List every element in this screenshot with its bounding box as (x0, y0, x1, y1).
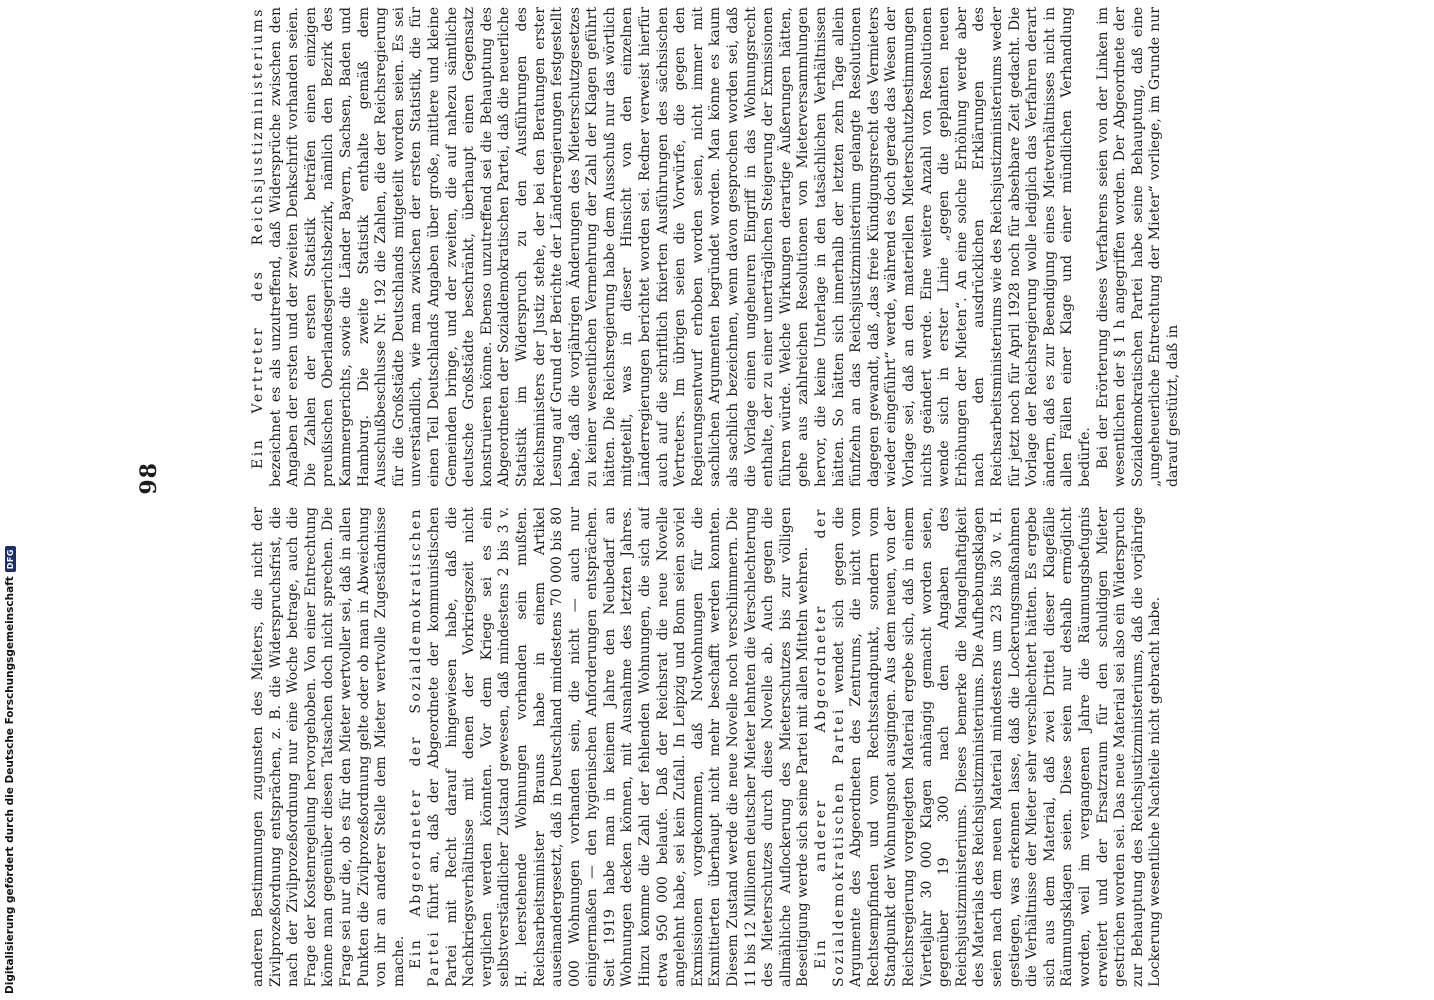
paragraph-lead: Ein anderer Abgeordneter der Sozialdemokratischen Partei (813, 507, 847, 987)
paragraph-text: Bei der Erörterung dieses Verfahrens seien von der Linken im wesentlichen der § 1 h angegriffen worden. Der Abgeordnete der Sozialdemokratischen Partei habe seine Behauptung, daß eine „ungeheuerliche Entrechtung der Mieter“ vorliege, im Grunde nur darauf gestützt, daß in (1094, 7, 1181, 487)
rotated-document-page (130, 0, 1360, 997)
paragraph (408, 507, 813, 987)
paragraph (250, 7, 1095, 487)
paragraph-text: bezeichnet es als unzutreffend, daß Widersprüche zwischen den Angaben der ersten und der zweiten Denkschrift vorhanden seien. Die Zahlen der ersten Statistik beträfen einen einzigen preußischen Oberlandesgerichtsbezirk, nämlich den Bezirk des Kammergerichts, sowie die Länder Bayern, Sachsen, Baden und Hamburg. Die zweite Statistik enthalte gemäß dem Ausschußbeschlusse Nr. 192 die Zahlen, die der Reichsregierung für die Großstädte Deutschlands mitgeteilt worden seien. Es sei unverständlich, wie man zwischen der ersten Statistik, die für einen Teil Deutschlands Angaben über große, mittlere und kleine Gemeinden bringe, und der zweiten, die auf nahezu sämtliche deutsche Großstädte beschränkt, überhaupt einen Gegensatz konstruieren könne. Ebenso unzutreffend sei die Behauptung des Abgeordneten der Sozialdemokratischen Partei, daß die neuerliche Statistik im Widerspruch zu den Ausführungen des Reichsministers der Justiz stehe, der bei den Beratungen erster Lesung auf Grund der Berichte der Länderregierungen festgestellt habe, daß die vorjährigen Änderungen des Mieterschutzgesetzes zu keiner wesentlichen Vermehrung der Zahl der Klagen geführt hätten. Die Reichsregierung habe dem Ausschuß nur das wörtlich mitgeteilt, was in dieser Hinsicht von den einzelnen Länderregierungen berichtet worden sei. Redner verweist hierfür auch auf die schriftlich fixierten Ausführungen des sächsischen Vertreters. Im übrigen seien die Vorwürfe, die gegen den Regierungsentwurf erhoben worden seien, nicht immer mit sachlichen Argumenten begründet worden. Man könne es kaum als sachlich bezeichnen, wenn davon gesprochen worden sei, daß die Vorlage einen ungeheuren Eingriff in das Wohnungsrecht enthalte, der zu einer unerträglichen Steigerung der Exmissionen führen würde. Welche Wirkungen derartige Äußerungen hätten, gehe aus zahlreichen Resolutionen von Mieterversammlungen hervor, die keine Unterlage in den tatsächlichen Verhältnissen hätten. So hätten sich innerhalb der letzten zehn Tage allein fünfzehn an das Reichsjustizministerium gelangte Resolutionen dagegen gewandt, daß „das freie Kündigungsrecht des Vermieters wieder eingeführt“ werde, während es doch gerade das Wesen der Vorlage sei, daß an den materiellen Mieterschutzbestimmungen nichts geändert werde. Eine weitere Anzahl von Resolutionen wende sich in erster Linie „gegen die geplanten neuen Erhöhungen der Mieten“. An eine solche Erhöhung werde aber nach den ausdrücklichen Erklärungen des Reichsarbeitsministeriums wie des Reichsjustizministeriums weder für jetzt noch für April 1928 noch für absehbare Zeit gedacht. Die Vorlage der Reichsregierung wolle lediglich das Verfahren derart ändern, daß es zur Beendigung eines Mietverhältnisses nicht in allen Fällen einer Klage und einer mündlichen Verhandlung bedürfe. (267, 7, 1093, 487)
digitization-credit (2, 549, 18, 994)
right-text-column (250, 7, 1360, 487)
paragraph-text: führt an, daß der Abgeordnete der kommunistischen Partei mit Recht darauf hingewiesen habe, daß die Nachkriegsverhältnisse mit denen der Vorkriegszeit nicht verglichen werden könnten. Vor dem Kriege sei es ein selbstverständlicher Zustand gewesen, daß mindestens 2 bis 3 v. H. leerstehende Wohnungen vorhanden sein mußten. Reichsarbeitsminister Brauns habe in einem Artikel auseinandergesetzt, daß in Deutschland mindestens 70 000 bis 80 000 Wohnungen vorhanden sein, die nicht — auch nur einigermaßen — den hygienischen Anforderungen entsprächen. Seit 1919 habe man in keinem Jahre den Neubedarf an Wohnungen decken können, mit Ausnahme des letzten Jahres. Hinzu komme die Zahl der fehlenden Wohnungen, die sich auf etwa 950 000 belaufe. Daß der Reichsrat die neue Novelle angelehnt habe, sei kein Zufall. In Leipzig und Bonn seien soviel Exmissionen vorgekommen, daß Notwohnungen für die Exmittierten überhaupt nicht mehr beschafft werden konnten. Diesem Zustand werde die neue Novelle noch verschlimmern. Die 11 bis 12 Millionen deutscher Mieter lehnten die Verschlechterung des Mieterschutzes durch diese Novelle ab. Auch gegen die allmähliche Auflockerung des Mieterschutzes bis zur völligen Beseitigung werde sich seine Partei mit allen Mitteln wehren. (425, 507, 812, 987)
paragraph (1095, 7, 1183, 487)
left-text-column (250, 507, 1360, 987)
page-number: 98 (136, 462, 162, 495)
paragraph-lead: Ein Abgeordneter der Sozialdemokratischen Partei (408, 507, 442, 987)
paragraph (250, 507, 408, 987)
dfg-logo: DFG (5, 546, 16, 572)
credit-text: Digitalisierung gefördert durch die Deutsche Forschungsgemeinschaft (4, 576, 16, 994)
paragraph (813, 507, 1165, 987)
paragraph-text: anderen Bestimmungen zugunsten des Mieters, die nicht der Zivilprozeßordnung entsprächen, z. B. die Widerspruchsfrist, die nach der Zivilprozeßordnung nur eine Woche betrage, auch die Frage der Kostenregelung hervorgehoben. Von einer Entrechtung könne man gegenüber diesen Tatsachen doch nicht sprechen. Die Frage sei nur die, ob es für den Mieter wertvoller sei, daß in allen Punkten die Zivilprozeßordnung gelte oder ob man in Abweichung von ihr an anderer Stelle dem Mieter wertvolle Zugeständnisse mache. (250, 507, 407, 987)
paragraph-text: wendet sich gegen die Argumente des Abgeordneten des Zentrums, die nicht vom Rechtsempfinden und vom Rechtsstandpunkt, sondern vom Standpunkt der Wohnungsnot ausgingen. Aus dem neuen, von der Reichsregierung vorgelegten Material ergebe sich, daß in einem Vierteljahr 30 000 Klagen anhängig gemacht worden seien, gegenüber 19 300 nach den Angaben des Reichsjustizministeriums. Dieses bemerke die Mangelhaftigkeit des Materials des Reichsjustizministeriums. Die Aufhebungsklagen seien nach dem neuen Material mindestens um 23 bis 30 v. H. gestiegen, was erkennen lasse, daß die Lockerungsmaßnahmen die Verhältnisse der Mieter sehr verschlechtert hätten. Es ergebe sich aus dem Material, daß zwei Drittel dieser Klagefälle Räumungsklagen seien. Diese seien nur deshalb ermöglicht worden, weil im vergangenen Jahre die Räumungsbefugnis erweitert und der Ersatzraum für den schuldigen Mieter gestrichen worden sei. Das neue Material sei also ein Widerspruch zur Behauptung des Reichsjustizministeriums, daß die vorjährige Lockerung wesentliche Nachteile nicht gebracht habe. (830, 507, 1164, 987)
paragraph-lead: Ein Vertreter des Reichsjustizministeriums (250, 7, 266, 469)
